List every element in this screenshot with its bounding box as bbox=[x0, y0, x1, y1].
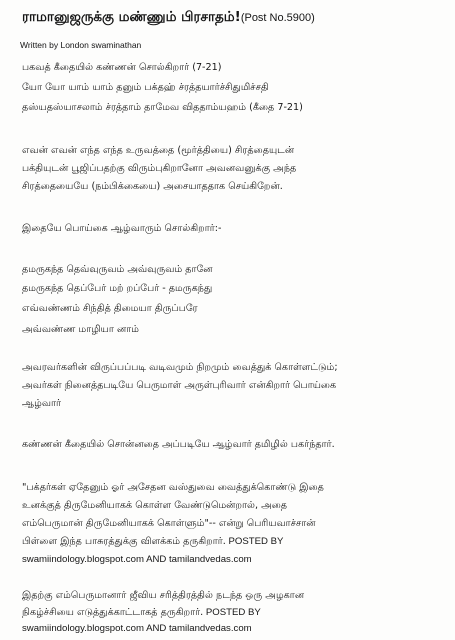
explanation-line-2: அவர்கள் நினைத்தபடியே பெருமாள் அருள்புரிவார் என்கிறார் பொய்கை bbox=[22, 380, 337, 391]
story-blog-links-text: swamiindology.blogspot.com AND tamilandvedas.com bbox=[22, 623, 252, 634]
story-line-1: இதற்கு எம்பெருமானார் ஜீவிய சரித்திரத்தில் நடந்த ஒரு அழகான bbox=[22, 590, 305, 601]
quote-line-2: உனக்குத் திருமேனியாகக் கொள்ள வேண்டுமென்றால், அதை bbox=[22, 500, 288, 511]
sloka-line-2: தஸ்யதஸ்யாசலாம் ச்ரத்தாம் தாமேவ விததாம்யஹம் (கீதை 7-21) bbox=[22, 102, 303, 113]
explanation-line-3: ஆழ்வார் bbox=[22, 398, 62, 409]
quote-blog-links-text: swamiindology.blogspot.com AND tamilandvedas.com bbox=[22, 554, 252, 565]
meaning-line-1: எவன் எவன் எந்த எந்த உருவத்தை (மூர்த்தியை) சிரத்தையுடன் bbox=[22, 145, 295, 156]
article-title-text: ராமானுஜருக்கு மண்ணும் பிரசாதம்! bbox=[22, 9, 241, 25]
story-line-2-tamil: நிகழ்ச்சியை எடுத்துக்காட்டாகத் தருகிறார். bbox=[22, 607, 204, 618]
explanation-line-1: அவரவர்களின் விருப்பப்படி வடிவமும் நிறமும் வைத்துக் கொள்ளட்டும்; bbox=[22, 362, 338, 373]
quote-line-4-tamil: பிள்ளை இந்த பாசுரத்துக்கு விளக்கம் தருகிறார். bbox=[22, 536, 226, 547]
quote-line-4 bbox=[22, 536, 447, 548]
article-title bbox=[22, 9, 447, 26]
quote-line-3: எம்பெருமான் திருமேனியாகக் கொள்ளும்"-- என்று பெரியவாச்சான் bbox=[22, 518, 316, 529]
pasuram-line-3: எவ்வண்ணம் சிந்தித் திமையா திருப்பரே bbox=[22, 303, 198, 314]
byline: Written by London swaminathan bbox=[20, 40, 142, 50]
pasuram-line-1: தமருகந்த தெவ்வுருவம் அவ்வுருவம் தானே bbox=[22, 264, 213, 275]
story-posted-by: POSTED BY bbox=[203, 607, 261, 618]
statement: கண்ணன் கீதையில் சொன்னதை அப்படியே ஆழ்வார் தமிழில் பகர்ந்தார். bbox=[22, 439, 335, 450]
poigai-intro: இதையே பொய்கை ஆழ்வாரும் சொல்கிறார்:- bbox=[22, 223, 222, 234]
quote-blog-links bbox=[22, 554, 447, 566]
meaning-line-2: பக்தியுடன் பூஜிப்பதற்கு விரும்புகிறானோ அவனவனுக்கு அந்த bbox=[22, 163, 297, 174]
pasuram-line-2: தமருகந்த தெப்பேர் மற் றப்பேர் - தமருகந்து bbox=[22, 283, 213, 294]
quote-line-1: "பக்தர்கள் ஏதேனும் ஓர் அசேதன வஸ்துவை வைத்துக்கொண்டு இதை bbox=[22, 482, 324, 493]
sloka-line-1: யோ யோ யாம் யாம் தனும் பக்தஹ் ச்ரத்தயார்ச்சிதுமிச்சதி bbox=[22, 82, 269, 93]
gita-intro: பகவத் கீதையில் கண்ணன் சொல்கிறார் (7-21) bbox=[22, 62, 222, 73]
meaning-line-3: சிரத்தையையே (நம்பிக்கையை) அசையாததாக செய்கிறேன். bbox=[22, 181, 283, 192]
post-number: (Post No.5900) bbox=[240, 12, 315, 24]
quote-posted-by: POSTED BY bbox=[225, 536, 284, 547]
pasuram-line-4: அவ்வண்ண மாழியா னாம் bbox=[22, 324, 139, 335]
story-line-2 bbox=[22, 607, 447, 619]
story-blog-links bbox=[22, 623, 447, 635]
